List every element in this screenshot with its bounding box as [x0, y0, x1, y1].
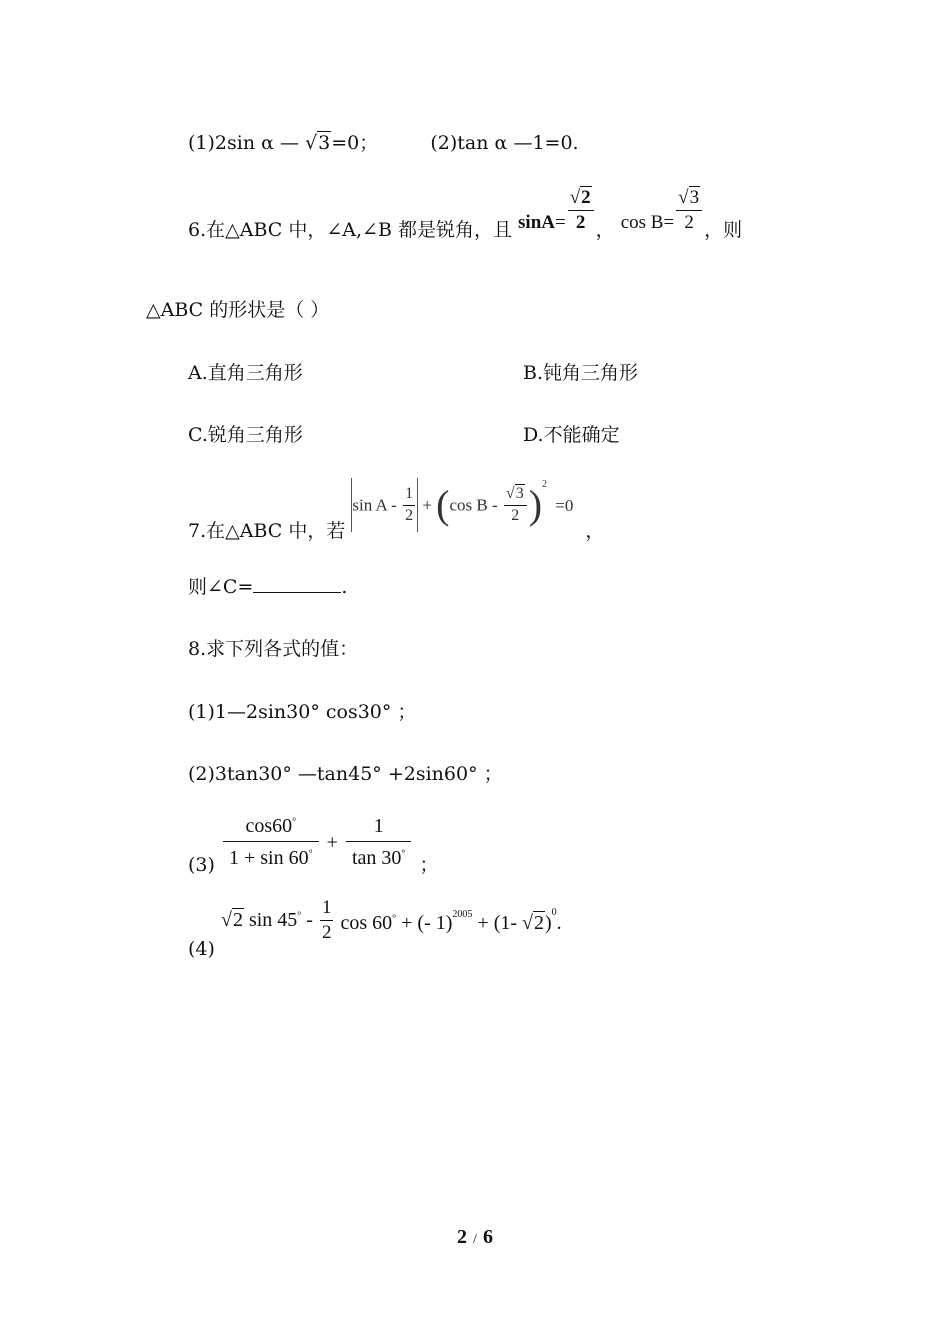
- e3-fraction-1: $\frac{\cos 60^\circ}{1 + \sin 60^\circ}$: [223, 816, 319, 869]
- q5-expression-line: [188, 134, 579, 153]
- q7-lead: 7.在△ABC 中，若: [188, 520, 346, 542]
- q6-fraction-sqrt2-over-2: $\frac{√2}{2}$: [568, 188, 594, 233]
- alpha-symbol-2: α: [494, 132, 508, 154]
- q6-option-a: A.直角三角形: [188, 362, 303, 384]
- q5-p1-label: (1): [188, 132, 215, 154]
- page-total: 6: [482, 1226, 493, 1248]
- q6-cosB: cos B: [620, 211, 664, 233]
- q5-p2-b: —1=0.: [513, 132, 579, 154]
- e3-fraction-2: $\frac{1}{\tan 30^\circ}$: [346, 816, 411, 869]
- q6-tail: ，则: [704, 218, 743, 241]
- q8-lead: 8.求下列各式的值：: [188, 638, 359, 660]
- q5-p1-b: =0；: [331, 132, 379, 154]
- q7-comma: ，: [585, 520, 605, 542]
- q6-sinA: sinA: [518, 211, 555, 233]
- q7-answer-line: 则∠C= .: [188, 576, 348, 598]
- minus-sign: —: [280, 132, 300, 154]
- alpha-symbol: α: [261, 132, 274, 154]
- q8-expr-2: (2)3tan30° —tan45° +2sin60° ；: [188, 763, 503, 785]
- q6-eq: =: [554, 211, 566, 233]
- q7-formula: sin A - $\frac{1}{2}$ + (cos B - $\frac{√3}{2}$ )$^2$ =0: [351, 478, 573, 532]
- q6-fraction-sqrt3-over-2: $\frac{√3}{2}$: [676, 188, 702, 233]
- q5-p1-a: 2sin: [214, 132, 256, 154]
- q6-eq-2: =: [663, 211, 675, 233]
- q6-lead: 6.在△ABC 中，∠A,∠B 都是锐角，且: [188, 218, 512, 241]
- q6-option-c: C.锐角三角形: [188, 424, 303, 446]
- q6-question-line: [188, 188, 742, 254]
- q8-expr-4: (4) √2 sin 45° - $\frac{1}{2}$ cos 60° + (- 1)$^{2005}$ + (1- √2)$^0$.: [188, 897, 562, 960]
- q6-comma: ，: [595, 218, 615, 241]
- q6-option-b: B.钝角三角形: [523, 362, 639, 384]
- q6-continuation: △ABC 的形状是（ ）: [146, 299, 330, 321]
- answer-blank[interactable]: [253, 578, 341, 593]
- q8-expr-1: (1)1—2sin30° cos30° ；: [188, 701, 417, 723]
- e4-formula: √2 sin 45° - $\frac{1}{2}$ cos 60° + (- 1)$^{2005}$ + (1- √2)$^0$.: [220, 897, 562, 943]
- q6-option-d: D.不能确定: [523, 424, 620, 446]
- q7-question-line: [188, 478, 604, 541]
- page-number: [0, 1226, 950, 1249]
- q5-p2-label: (2): [430, 132, 458, 154]
- page-current: 2: [457, 1226, 468, 1248]
- page-separator: /: [473, 1232, 477, 1247]
- q5-p2-a: tan: [457, 132, 489, 154]
- q8-expr-3: (3) $\frac{\cos 60^\circ}{1 + \sin 60^\circ}$ + $\frac{1}{\tan 30^\circ}$ ；: [188, 815, 439, 876]
- sqrt-3: √3: [305, 132, 331, 154]
